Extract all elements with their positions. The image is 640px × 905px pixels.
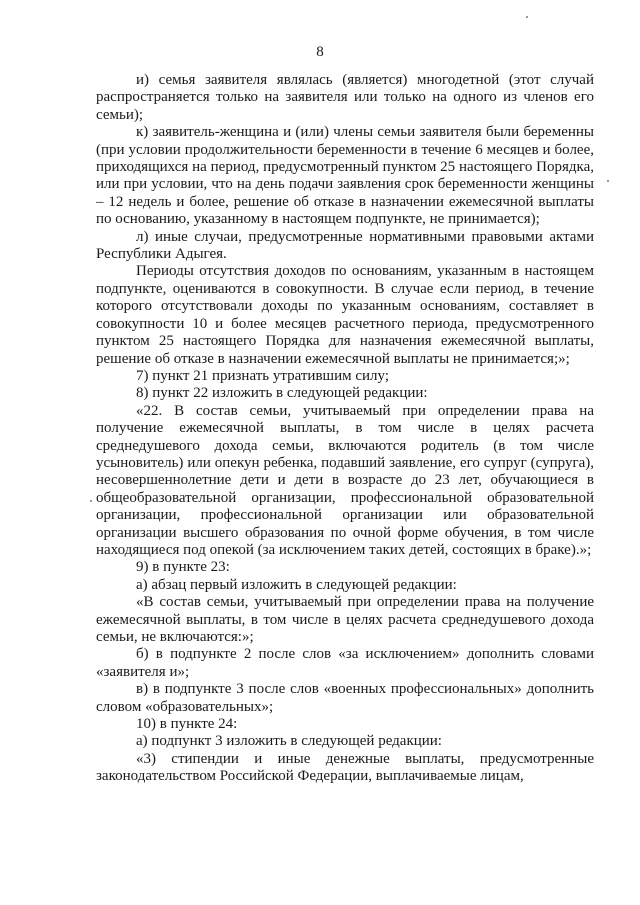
paragraph-l: л) иные случаи, предусмотренные нормативными правовыми актами Республики Адыгея. [96, 228, 594, 263]
paragraph-clause-22: «22. В состав семьи, учитываемый при определении права на получение ежемесячной выплаты, в том числе в целях расчета среднедушевого дохода семьи, включаются родитель (в том числе усыновитель) или опекун ребенка, подавший заявление, его супруг (супруга), несовершеннолетние дети и дети в возрасте до 23 лет, обучающиеся в общеобразовательной организации, профессиональной образовательной организации, профессиональной организации или образовательной организации высшего образования по очной форме обучения, в том числе находящиеся под опекой (за исключением таких детей, состоящих в браке).»; [96, 402, 594, 558]
paragraph-stipends: «3) стипендии и иные денежные выплаты, предусмотренные законодательством Российской Федерации, выплачиваемые лицам, [96, 750, 594, 785]
paragraph-i: и) семья заявителя являлась (является) многодетной (этот случай распространяется только на заявителя или только на одного из членов его семьи); [96, 72, 594, 123]
scan-speck [607, 180, 609, 182]
paragraph-item-9a: а) абзац первый изложить в следующей редакции: [136, 576, 457, 593]
paragraph-periods: Периоды отсутствия доходов по основаниям, указанным в настоящем подпункте, оцениваются в совокупности. В случае если период, в течение которого отсутствовали доходы по указанным основаниям, составляет в совокупности 10 и более месяцев расчетного периода, предусмотренного пунктом 25 настоящего Порядка для назначения ежемесячной выплаты, решение об отказе в назначении ежемесячной выплаты не принимается;»; [96, 263, 594, 367]
page-number: 8 [316, 44, 324, 60]
paragraph-item-9: 9) в пункте 23: [136, 559, 230, 576]
paragraph-item-9b: б) в подпункте 2 после слов «за исключением» дополнить словами «заявителя и»; [96, 646, 594, 680]
paragraph-family-exclusion: «В состав семьи, учитываемый при определении права на получение ежемесячной выплаты, в том числе в целях расчета среднедушевого дохода семьи, не включаются:»; [96, 594, 594, 645]
paragraph-item-10: 10) в пункте 24: [136, 716, 238, 733]
scan-speck [526, 16, 528, 18]
paragraph-item-8: 8) пункт 22 изложить в следующей редакции: [136, 385, 428, 402]
scan-speck [90, 500, 92, 502]
document-body [96, 72, 594, 786]
paragraph-item-9v: в) в подпункте 3 после слов «военных профессиональных» дополнить словом «образовательных»; [96, 681, 594, 715]
paragraph-item-7: 7) пункт 21 признать утратившим силу; [136, 367, 390, 384]
paragraph-item-10a: а) подпункт 3 изложить в следующей редакции: [136, 733, 442, 750]
paragraph-k: к) заявитель-женщина и (или) члены семьи заявителя были беременны (при условии продолжительности беременности в течение 6 месяцев и более, приходящихся на период, предусмотренный пунктом 25 настоящего Порядка, или при условии, что на день подачи заявления срок беременности женщины – 12 недель и более, решение об отказе в назначении ежемесячной выплаты по основанию, указанному в настоящем подпункте, не принимается); [96, 124, 594, 228]
